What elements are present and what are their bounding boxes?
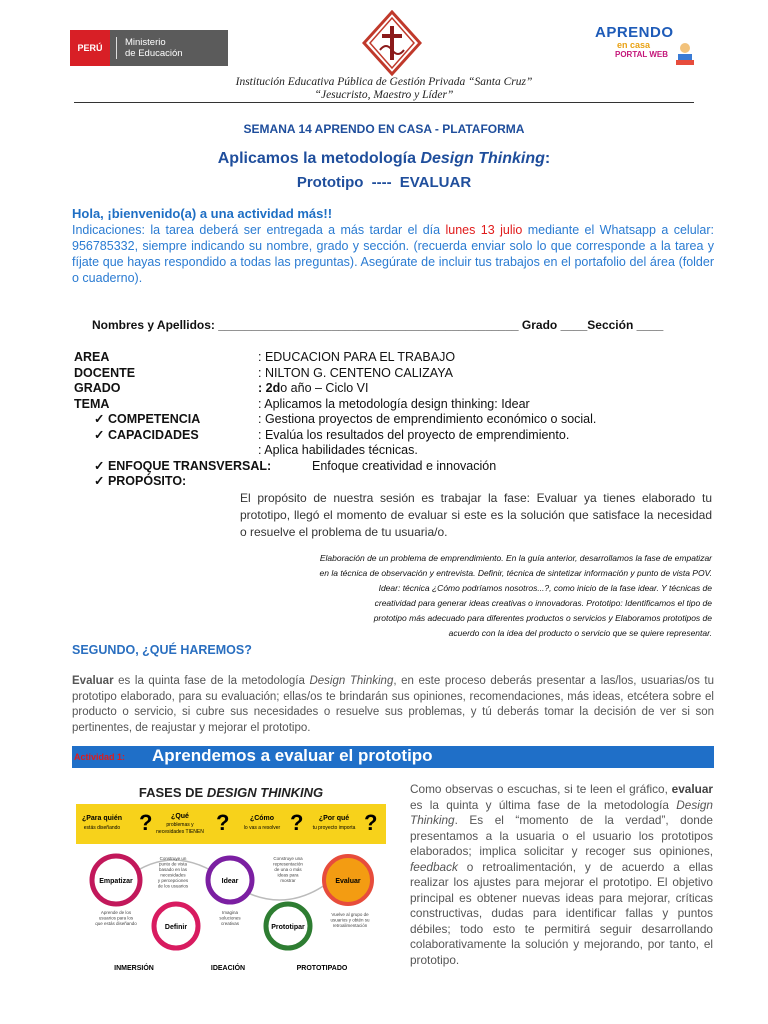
activity-label: Actividad 1: (74, 752, 126, 762)
header-divider (74, 102, 694, 103)
ministerio-line1: Ministerio (125, 37, 166, 48)
tema-label: TEMA (74, 396, 110, 411)
enfoque-label: ✓ ENFOQUE TRANSVERSAL: (94, 458, 272, 473)
diagram-note-d3 (95, 910, 137, 926)
grado-label: GRADO (74, 381, 121, 395)
diagram-note-line: creativas (220, 921, 240, 926)
svg-text:¿Cómo: ¿Cómo (249, 815, 275, 822)
diagram-note-line: Construye un (159, 856, 187, 861)
diagram-note-line: Aprende de los (100, 910, 132, 915)
child-reading-icon (675, 42, 695, 68)
proposito-label: ✓ PROPÓSITO: (94, 474, 187, 488)
svg-text:Empatizar: Empatizar (99, 878, 133, 885)
svg-text:?: ? (216, 810, 230, 835)
diagram-note-d1 (158, 856, 189, 889)
elaboracion-note: Elaboración de un problema de emprendimiento. En la guía anterior, desarrollamos la fase de empatizar en la técnica de observación y entrevista. Definir, técnica de sintetizar información y punto de vista POV. Idear: técnica ¿Cómo podríamos nosotros...?, como inicio de la fase idear. Y técnicas de creatividad para generar ideas creativas o innovadoras. Prototipo: Identificamos el tipo de prototipo más adecuado para diferentes productos o servicios y Elaboramos prototipos de acuerdo con la idea del producto o servicio que se quiere representar. (319, 553, 712, 638)
institution-name: Institución Educativa Pública de Gestión Privada “Santa Cruz” (235, 76, 533, 88)
tema-value: : Aplicamos la metodología design thinking: Idear (258, 396, 530, 411)
page-subtitle: Prototipo ---- EVALUAR (296, 174, 472, 191)
page-title: Aplicamos la metodología Design Thinking: (217, 150, 551, 167)
institution-motto: “Jesucristo, Maestro y Líder” (314, 89, 454, 101)
aprendo-en-casa-logo (595, 24, 695, 76)
diagram-note-line: usuarios para los (98, 915, 134, 921)
instructions: Indicaciones: la tarea deberá ser entregada a más tardar el día lunes 13 julio mediante el Whatsapp a celular: 956785332, siempre indicando su nombre, grado y sección. (recuerda enviar solo lo que corresponde a la tarea y fíjate que hayas respondido a todas las preguntas). Asegúrate de incluir tus trabajos en el portafolio del área (folder o cuaderno). (72, 223, 715, 285)
diagram-note-line: soluciones (219, 915, 241, 921)
ministerio-line2: de Educación (125, 48, 183, 59)
svg-text:Definir: Definir (164, 924, 188, 931)
design-thinking-diagram (72, 780, 390, 976)
docente-label: DOCENTE (74, 365, 136, 380)
diagram-note-line: usuarios y obtén su (330, 917, 370, 923)
section-heading: SEGUNDO, ¿QUÉ HAREMOS? (72, 643, 252, 657)
enfoque-value: Enfoque creatividad e innovación (312, 458, 497, 473)
peru-label: PERÚ (70, 30, 110, 66)
area-value: : EDUCACION PARA EL TRABAJO (258, 350, 456, 364)
diagram-note-line: necesidades (160, 872, 186, 878)
diagram-note-line: basado en las (158, 867, 188, 872)
svg-text:Idear: Idear (221, 878, 239, 885)
ministerio-label (116, 37, 183, 59)
capacidades-value-2: : Aplica habilidades técnicas. (258, 443, 418, 457)
svg-text:PROTOTIPADO: PROTOTIPADO (296, 965, 348, 972)
competencia-value: : Gestiona proyectos de emprendimiento económico o social. (258, 412, 597, 426)
aprendo-subtitle: en casa (617, 40, 651, 50)
evaluar-paragraph: Evaluar es la quinta fase de la metodología Design Thinking, en este proceso deberás presentar a las/los, usuarias/os tu prototipo elaborado, para su evaluación; ellas/os te brindarán sus opiniones, recomendaciones, más ideas, etcétera sobre el producto o servicio, si cubre sus necesidades o resuelve sus problemas, y tú deberás tomar la decisión de ver si son pertinentes, de reajustar y mejorar el prototipo. (72, 675, 715, 734)
grado-value: : 2do año – Ciclo VI (258, 381, 369, 395)
svg-text:IDEACIÓN: IDEACIÓN (210, 965, 246, 972)
diagram-note-line: ideas para (277, 872, 299, 878)
svg-text:problemas y: problemas y (166, 822, 194, 828)
diagram-note-line: que estás diseñando (95, 921, 137, 926)
activity-banner (72, 746, 714, 768)
diagram-note-line: de los usuarios (157, 883, 189, 889)
due-date: lunes 13 julio (445, 223, 523, 237)
svg-text:¿Qué: ¿Qué (171, 813, 189, 820)
capacidades-value: : Evalúa los resultados del proyecto de emprendimiento. (258, 427, 570, 442)
svg-text:estás diseñando: estás diseñando (83, 825, 121, 831)
svg-text:lo vas a resolver: lo vas a resolver (243, 825, 281, 831)
svg-text:¿Por qué: ¿Por qué (318, 815, 350, 822)
capacidades-label: ✓ CAPACIDADES (94, 427, 199, 442)
diagram-note-line: Vuelve al grupo de (331, 912, 369, 917)
ministerio-logo (70, 30, 228, 66)
greeting: Hola, ¡bienvenido(a) a una actividad más!! (72, 206, 333, 221)
diagram-note-d2 (273, 856, 303, 883)
evaluar-explanation: Como observas o escuchas, si te leen el gráfico, evaluar es la quinta y última fase de la metodología Design Thinking. Es el “momento de la verdad”, donde presentamos a la usuaria o el usuario los prototipos elaborados; implica solicitar y recoger sus opiniones, feedback o retroalimentación, y de acuerdo a ellas realizar los ajustes para mejorar el prototipo. El objetivo principal es obtener nuevas ideas para mejorar, críticas constructivas, dudas para identificar fallas y puntos débiles; todo esto te permitirá seguir desarrollando colaborativamente la solución y mejorando, por tanto, el prototipo. (410, 782, 713, 967)
school-crest-icon (362, 10, 422, 76)
week-heading: SEMANA 14 APRENDO EN CASA - PLATAFORMA (243, 122, 525, 136)
svg-text:tu proyecto importa: tu proyecto importa (312, 825, 356, 831)
aprendo-portal: PORTAL WEB (615, 50, 669, 59)
competencia-label: ✓ COMPETENCIA (94, 412, 201, 426)
diagram-note-line: Imagina (221, 910, 239, 915)
svg-text:?: ? (139, 810, 153, 835)
diagram-note-line: y percepciones (157, 878, 189, 883)
questions-band (76, 804, 386, 844)
aprendo-title: APRENDO (595, 24, 674, 41)
docente-value: : NILTON G. CENTENO CALIZAYA (258, 365, 453, 380)
svg-text:¿Para quién: ¿Para quién (81, 815, 123, 822)
svg-text:Prototipar: Prototipar (271, 924, 305, 931)
diagram-note-line: de una o más (274, 867, 302, 872)
proposito-text: El propósito de nuestra sesión es trabajar la fase: Evaluar ya tienes elaborado tu prototipo, llegó el momento de evaluar si este es la solución que satisface la necesidad o resuelve el problema de tu usuaria/o. (240, 491, 712, 539)
svg-text:INMERSIÓN: INMERSIÓN (114, 965, 154, 972)
svg-text:?: ? (290, 810, 304, 835)
diagram-note-line: mostrar (280, 878, 296, 883)
diagram-note-line: Construye una (273, 856, 303, 861)
diagram-title: FASES DE DESIGN THINKING (138, 785, 324, 800)
student-name-line: Nombres y Apellidos: _____________________________________________ Grado ____Sección ____ (92, 318, 664, 332)
svg-text:Evaluar: Evaluar (335, 878, 361, 885)
svg-text:?: ? (364, 810, 378, 835)
diagram-note-line: representación (273, 861, 303, 867)
area-label: AREA (74, 350, 110, 364)
svg-text:necesidades TIENEN: necesidades TIENEN (156, 829, 204, 835)
activity-title: Aprendemos a evaluar el prototipo (152, 746, 433, 765)
diagram-note-d5 (330, 912, 370, 928)
diagram-note-line: punto de vista (158, 861, 188, 867)
diagram-note-d4 (219, 910, 241, 926)
course-info (74, 350, 596, 490)
diagram-note-line: retroalimentación (332, 923, 368, 928)
